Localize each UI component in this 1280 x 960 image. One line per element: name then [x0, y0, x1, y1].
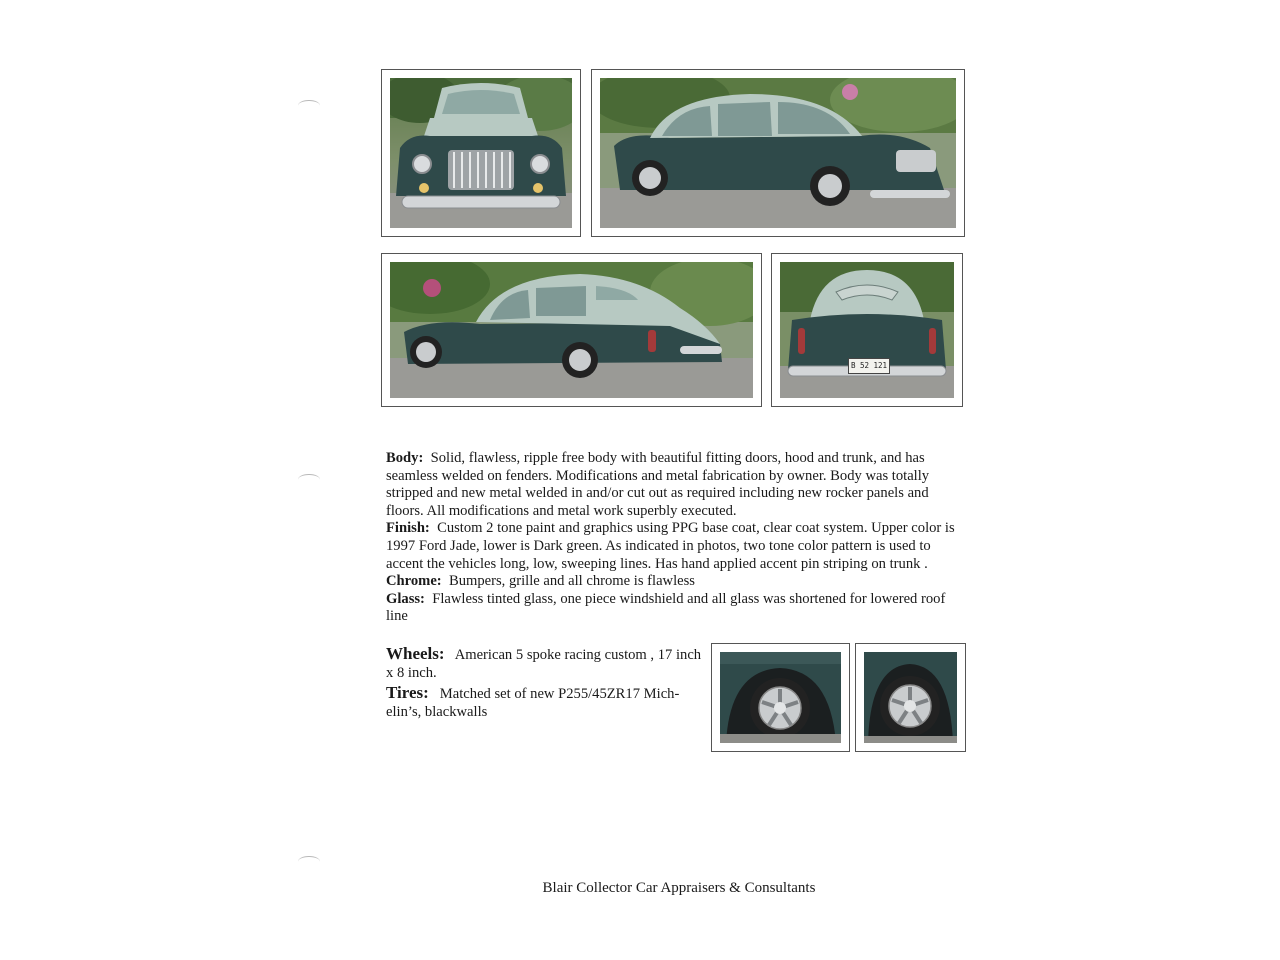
license-plate: B 52 121	[848, 358, 890, 374]
spec-finish-label: Finish:	[386, 520, 430, 537]
spec-description	[386, 450, 966, 626]
scan-mark-bottom	[298, 856, 320, 867]
photo-car-front	[381, 69, 581, 237]
photo-car-rear	[771, 253, 963, 407]
spec-tires-label: Tires:	[386, 683, 429, 703]
spec-wheels-label: Wheels:	[386, 644, 445, 663]
spec-glass-text: Flawless tinted glass, one piece windshield and all glass was shortened for lowered roof line	[386, 590, 946, 625]
spec-finish	[386, 520, 966, 573]
spec-finish-text: Custom 2 tone paint and graphics using PPG base coat, clear coat system. Upper color is 1997 Ford Jade, lower is Dark green. As indicated in photos, two tone color pattern is used to accent the vehicles long, low, sweeping lines. Has hand applied accent pin striping on trunk .	[386, 520, 955, 572]
spec-body-text: Solid, flawless, ripple free body with beautiful fitting doors, hood and trunk, and has seamless welded on fenders. Modifications and metal fabrication by owner. Body was totally stripped and new metal welded in and/or cut out as required including new rocker panels and floors. All modifications and metal work superbly executed.	[386, 450, 930, 519]
spec-tires	[386, 684, 712, 721]
spec-chrome	[386, 573, 966, 591]
photo-wheel-rear	[855, 643, 966, 752]
spec-wheels	[386, 645, 712, 682]
photo-wheel-front	[711, 643, 850, 752]
spec-glass	[386, 591, 966, 626]
scan-mark-middle	[298, 474, 320, 485]
photo-car-rear-quarter	[381, 253, 762, 407]
footer-company-name: Blair Collector Car Appraisers & Consultants	[542, 880, 816, 896]
spec-body	[386, 450, 966, 520]
scan-mark-top	[298, 100, 320, 111]
wheels-tires-description	[386, 645, 712, 723]
spec-glass-label: Glass:	[386, 590, 425, 607]
spec-tires-text: Matched set of new P255/45ZR17 Mich-elin’s, blackwalls	[386, 686, 680, 720]
photo-car-side	[591, 69, 965, 237]
spec-wheels-text: American 5 spoke racing custom , 17 inch x 8 inch.	[386, 647, 702, 681]
spec-body-label: Body:	[386, 450, 424, 466]
spec-chrome-text: Bumpers, grille and all chrome is flawless	[448, 573, 695, 590]
spec-chrome-label: Chrome:	[386, 573, 442, 590]
